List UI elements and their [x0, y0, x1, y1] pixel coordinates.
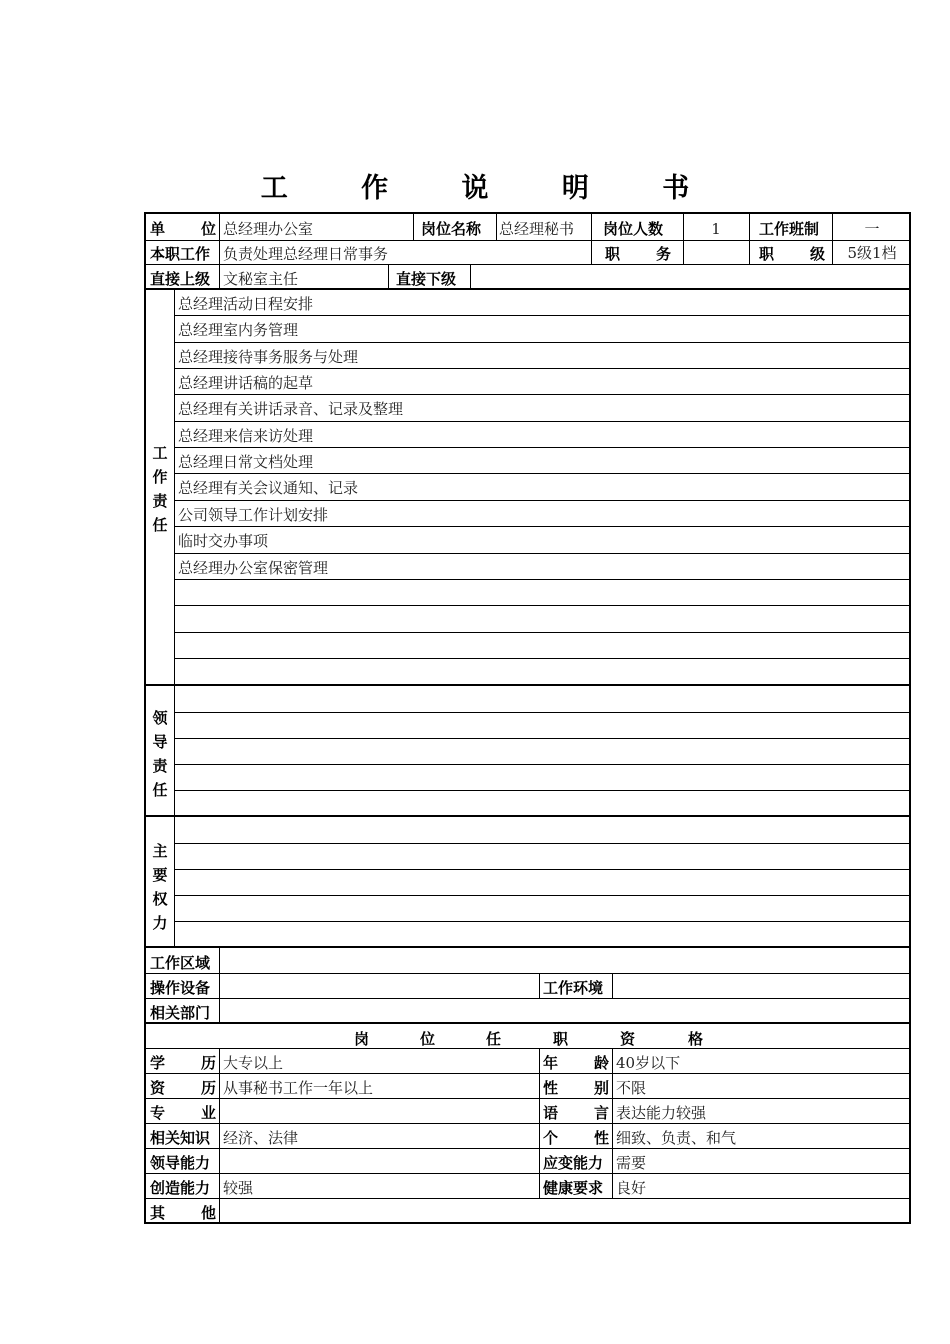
qualification-label: 个 性 — [543, 1129, 609, 1147]
column-divider — [388, 264, 389, 289]
document-title: 工 作 说 明 书 — [260, 173, 722, 204]
qualifications-header-char: 任 — [486, 1030, 502, 1048]
qualification-label: 创造能力 — [150, 1179, 211, 1197]
qualification-label: 学 历 — [150, 1054, 216, 1072]
section-divider — [146, 684, 909, 686]
duty-item: 临时交办事项 — [178, 532, 269, 551]
authority-section-label-char: 权 — [152, 889, 168, 908]
column-divider — [470, 264, 471, 289]
duty-row-divider — [175, 342, 909, 343]
qualification-label: 健康要求 — [543, 1179, 604, 1197]
duty-row-divider — [175, 553, 909, 554]
duty-row-divider — [175, 526, 909, 527]
position-label: 职 务 — [605, 245, 671, 263]
shift-label: 工作班制 — [759, 220, 820, 238]
leadership-row-divider — [175, 738, 909, 739]
duty-item: 总经理接待事务服务与处理 — [178, 347, 359, 366]
authority-row-divider — [175, 921, 909, 922]
duty-row-divider — [175, 447, 909, 448]
column-divider — [612, 973, 613, 998]
duty-item: 总经理活动日程安排 — [178, 295, 314, 313]
unit-label: 单 位 — [150, 220, 216, 238]
section-divider — [146, 288, 909, 290]
column-divider — [749, 214, 750, 264]
duty-row-divider — [175, 473, 909, 474]
row-divider — [146, 998, 909, 999]
work-area-label: 工作区域 — [150, 954, 211, 972]
job-label: 本职工作 — [150, 245, 211, 263]
leadership-section-label-char: 领 — [152, 709, 168, 727]
column-divider — [612, 1048, 613, 1198]
qualification-value: 大专以上 — [223, 1054, 284, 1072]
qualification-label: 年 龄 — [543, 1054, 609, 1072]
section-divider — [146, 946, 909, 948]
column-divider — [496, 214, 497, 240]
authority-row-divider — [175, 895, 909, 896]
column-divider — [539, 1048, 540, 1198]
section-divider — [146, 1022, 909, 1024]
duties-section-label-char: 作 — [152, 468, 168, 486]
qualification-label: 领导能力 — [150, 1154, 211, 1172]
grade-value: 5级1档 — [847, 244, 897, 262]
other-label: 其 他 — [150, 1204, 216, 1222]
column-divider — [591, 214, 592, 264]
authority-row-divider — [175, 843, 909, 844]
qualification-label: 资 历 — [150, 1079, 216, 1097]
qualifications-header-char: 资 — [620, 1030, 636, 1048]
departments-label: 相关部门 — [150, 1004, 211, 1022]
duty-item: 总经理室内务管理 — [178, 321, 299, 340]
qualification-label: 语 言 — [543, 1104, 609, 1122]
superior-label: 直接上级 — [150, 270, 211, 288]
qualification-value: 从事秘书工作一年以上 — [223, 1079, 374, 1097]
qualification-value: 良好 — [616, 1179, 647, 1197]
duty-row-divider — [175, 421, 909, 422]
authority-section-label-char: 力 — [152, 913, 168, 932]
subordinate-label: 直接下级 — [396, 270, 457, 288]
duty-item: 公司领导工作计划安排 — [178, 505, 329, 524]
row-divider — [146, 240, 909, 241]
row-divider — [146, 973, 909, 974]
row-divider — [146, 1173, 909, 1174]
duty-row-divider — [175, 632, 909, 633]
duty-row-divider — [175, 394, 909, 395]
qualification-value: 表达能力较强 — [616, 1104, 707, 1122]
grade-label: 职 级 — [759, 245, 825, 263]
duties-section-label-char: 责 — [152, 492, 168, 510]
qualification-value: 40岁以下 — [616, 1054, 681, 1072]
leadership-section-label-char: 责 — [152, 757, 168, 775]
column-divider — [683, 214, 684, 264]
job-value: 负责处理总经理日常事务 — [223, 245, 389, 263]
unit-value: 总经理办公室 — [223, 220, 314, 238]
authority-section-label-char: 要 — [152, 865, 168, 884]
duty-item: 总经理有关讲话录音、记录及整理 — [178, 400, 404, 419]
column-divider — [219, 947, 220, 1023]
headcount-value: 1 — [711, 220, 721, 238]
qualifications-header-char: 格 — [688, 1030, 704, 1048]
duty-item: 总经理来信来访处理 — [178, 426, 314, 445]
environment-label: 工作环境 — [543, 979, 604, 997]
duty-item: 总经理讲话稿的起草 — [178, 374, 314, 393]
row-divider — [146, 1073, 909, 1074]
leadership-row-divider — [175, 712, 909, 713]
duty-row-divider — [175, 368, 909, 369]
qualification-label: 相关知识 — [150, 1129, 211, 1147]
post-name-label: 岗位名称 — [421, 220, 482, 238]
qualification-label: 专 业 — [150, 1104, 216, 1122]
authority-row-divider — [175, 869, 909, 870]
duty-item: 总经理有关会议通知、记录 — [178, 479, 359, 498]
duty-row-divider — [175, 579, 909, 580]
leadership-row-divider — [175, 790, 909, 791]
post-name-value: 总经理秘书 — [499, 220, 575, 238]
column-divider — [219, 214, 220, 289]
authority-section-label-char: 主 — [152, 841, 168, 860]
qualifications-header-char: 岗 — [354, 1030, 370, 1048]
headcount-label: 岗位人数 — [603, 220, 664, 238]
row-divider — [146, 1198, 909, 1199]
qualifications-header-char: 职 — [553, 1030, 569, 1048]
column-divider — [219, 1048, 220, 1222]
shift-value: 一 — [864, 220, 880, 238]
duties-section-label-char: 任 — [152, 516, 168, 534]
leadership-section-label-char: 任 — [152, 781, 168, 799]
superior-value: 文秘室主任 — [223, 270, 299, 288]
qualification-value: 经济、法律 — [223, 1129, 299, 1147]
duty-item: 总经理日常文档处理 — [178, 453, 314, 472]
section-divider — [146, 815, 909, 817]
row-divider — [146, 1148, 909, 1149]
row-divider — [146, 1048, 909, 1049]
column-divider — [539, 973, 540, 998]
qualification-value: 需要 — [616, 1154, 647, 1172]
leadership-row-divider — [175, 764, 909, 765]
leadership-section-label — [145, 707, 175, 803]
duties-section-label — [145, 442, 175, 538]
authority-section-label — [145, 840, 175, 936]
row-divider — [146, 264, 909, 265]
qualification-value: 不限 — [616, 1079, 647, 1097]
qualification-label: 性 别 — [543, 1079, 609, 1097]
equipment-label: 操作设备 — [150, 979, 211, 997]
column-divider — [413, 214, 414, 240]
row-divider — [146, 1098, 909, 1099]
qualification-label: 应变能力 — [543, 1154, 604, 1172]
duty-row-divider — [175, 315, 909, 316]
row-divider — [146, 1123, 909, 1124]
job-description-table — [144, 212, 911, 1224]
duty-row-divider — [175, 658, 909, 659]
duties-section-label-char: 工 — [152, 444, 168, 462]
duty-row-divider — [175, 500, 909, 501]
qualification-value: 较强 — [223, 1179, 254, 1197]
column-divider — [832, 214, 833, 264]
duty-item: 总经理办公室保密管理 — [178, 558, 329, 577]
leadership-section-label-char: 导 — [152, 733, 168, 751]
qualification-value: 细致、负责、和气 — [616, 1129, 737, 1147]
qualifications-header-char: 位 — [420, 1030, 436, 1048]
duty-row-divider — [175, 605, 909, 606]
